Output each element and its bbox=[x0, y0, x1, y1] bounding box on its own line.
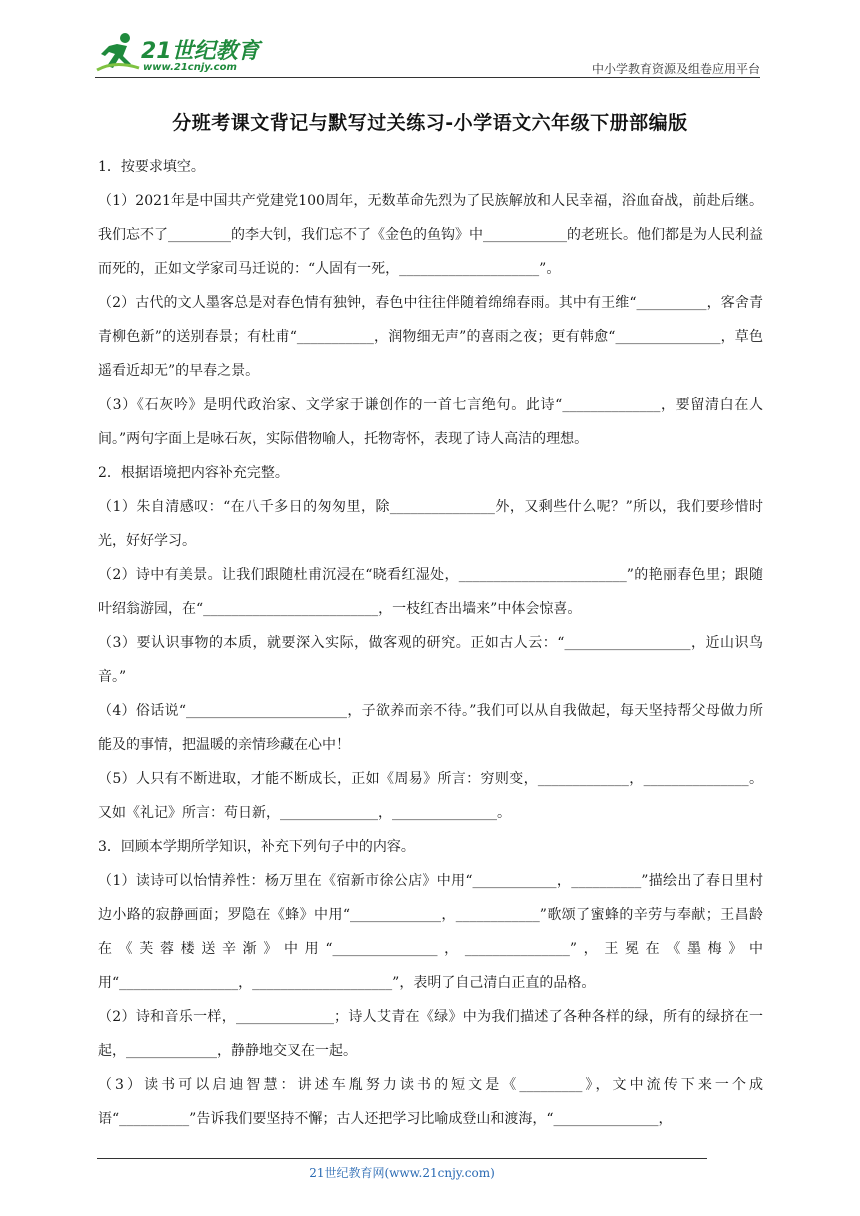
header-divider bbox=[95, 77, 760, 78]
question-3-heading: 3．回顾本学期所学知识，补充下列句子中的内容。 bbox=[98, 839, 415, 855]
question-1-2: （2）古代的文人墨客总是对春色情有独钟，春色中往往伴随着绵绵春雨。其中有王维“__________，客舍青青柳色新”的送别春景；有杜甫“___________，润物细无声”的喜雨之夜；更有韩愈“_______________，草色遥看近却无”的早春之景。 bbox=[98, 295, 763, 379]
document-title: 分班考课文背记与默写过关练习-小学语文六年级下册部编版 bbox=[172, 112, 688, 134]
question-1-3: （3）《石灰吟》是明代政治家、文学家于谦创作的一首七言绝句。此诗“______________，要留清白在人间。”两句字面上是咏石灰，实际借物喻人，托物寄怀，表现了诗人高洁的理想。 bbox=[98, 397, 763, 447]
question-2-4: （4）俗话说“_______________________，子欲养而亲不待。”我们可以从自我做起，每天坚持帮父母做力所能及的事情，把温暖的亲情珍藏在心中！ bbox=[98, 703, 763, 753]
footer-divider bbox=[97, 1158, 707, 1159]
logo-url: www.21cnjy.com bbox=[143, 62, 237, 73]
question-2-3: （3）要认识事物的本质，就要深入实际，做客观的研究。正如古人云：“__________________，近山识鸟音。” bbox=[98, 635, 763, 685]
question-2-5: （5）人只有不断进取，才能不断成长，正如《周易》所言：穷则变，_____________，_______________。又如《礼记》所言：苟日新，______________，_______________。 bbox=[98, 771, 763, 821]
question-3-2: （2）诗和音乐一样，______________；诗人艾青在《绿》中为我们描述了各种各样的绿，所有的绿挤在一起，_____________，静静地交叉在一起。 bbox=[98, 1009, 763, 1059]
runner-logo-icon bbox=[95, 30, 141, 76]
question-3-3: （3）读书可以启迪智慧：讲述车胤努力读书的短文是《_________》，文中流传下来一个成语“__________”告诉我们要坚持不懈；古人还把学习比喻成登山和渡海，“_______________， bbox=[98, 1077, 763, 1127]
question-1-1: （1）2021年是中国共产党建党100周年，无数革命先烈为了民族解放和人民幸福，浴血奋战，前赴后继。我们忘不了_________的李大钊，我们忘不了《金色的鱼钩》中____________的老班长。他们都是为人民利益而死的，正如文学家司马迁说的：“人固有一死，____________________”。 bbox=[98, 193, 763, 277]
question-2-2: （2）诗中有美景。让我们跟随杜甫沉浸在“晓看红湿处，________________________”的艳丽春色里；跟随叶绍翁游园，在“_________________________，一枝红杏出墙来”中体会惊喜。 bbox=[98, 567, 763, 617]
site-logo bbox=[95, 30, 265, 76]
footer-link[interactable]: 21世纪教育网(www.21cnjy.com) bbox=[309, 1166, 495, 1180]
logo-text: 21世纪教育 bbox=[141, 39, 260, 64]
question-2-1: （1）朱自清感叹：“在八千多日的匆匆里，除_______________外，又剩些什么呢？”所以，我们要珍惜时光，好好学习。 bbox=[98, 499, 763, 549]
platform-name: 中小学教育资源及组卷应用平台 bbox=[591, 62, 760, 76]
question-1-heading: 1．按要求填空。 bbox=[98, 159, 205, 175]
question-2-heading: 2．根据语境把内容补充完整。 bbox=[98, 465, 289, 481]
question-3-1: （1）读诗可以怡情养性：杨万里在《宿新市徐公店》中用“____________，__________”描绘出了春日里村边小路的寂静画面；罗隐在《蜂》中用“_____________，____________”歌颂了蜜蜂的辛劳与奉献；王昌龄在《芙蓉楼送辛渐》中用“_______________，_______________”，王冕在《墨梅》中用“_________________，____________________”，表明了自己清白正直的品格。 bbox=[98, 873, 763, 991]
page-header bbox=[95, 30, 760, 78]
exercise-content bbox=[98, 150, 763, 1136]
